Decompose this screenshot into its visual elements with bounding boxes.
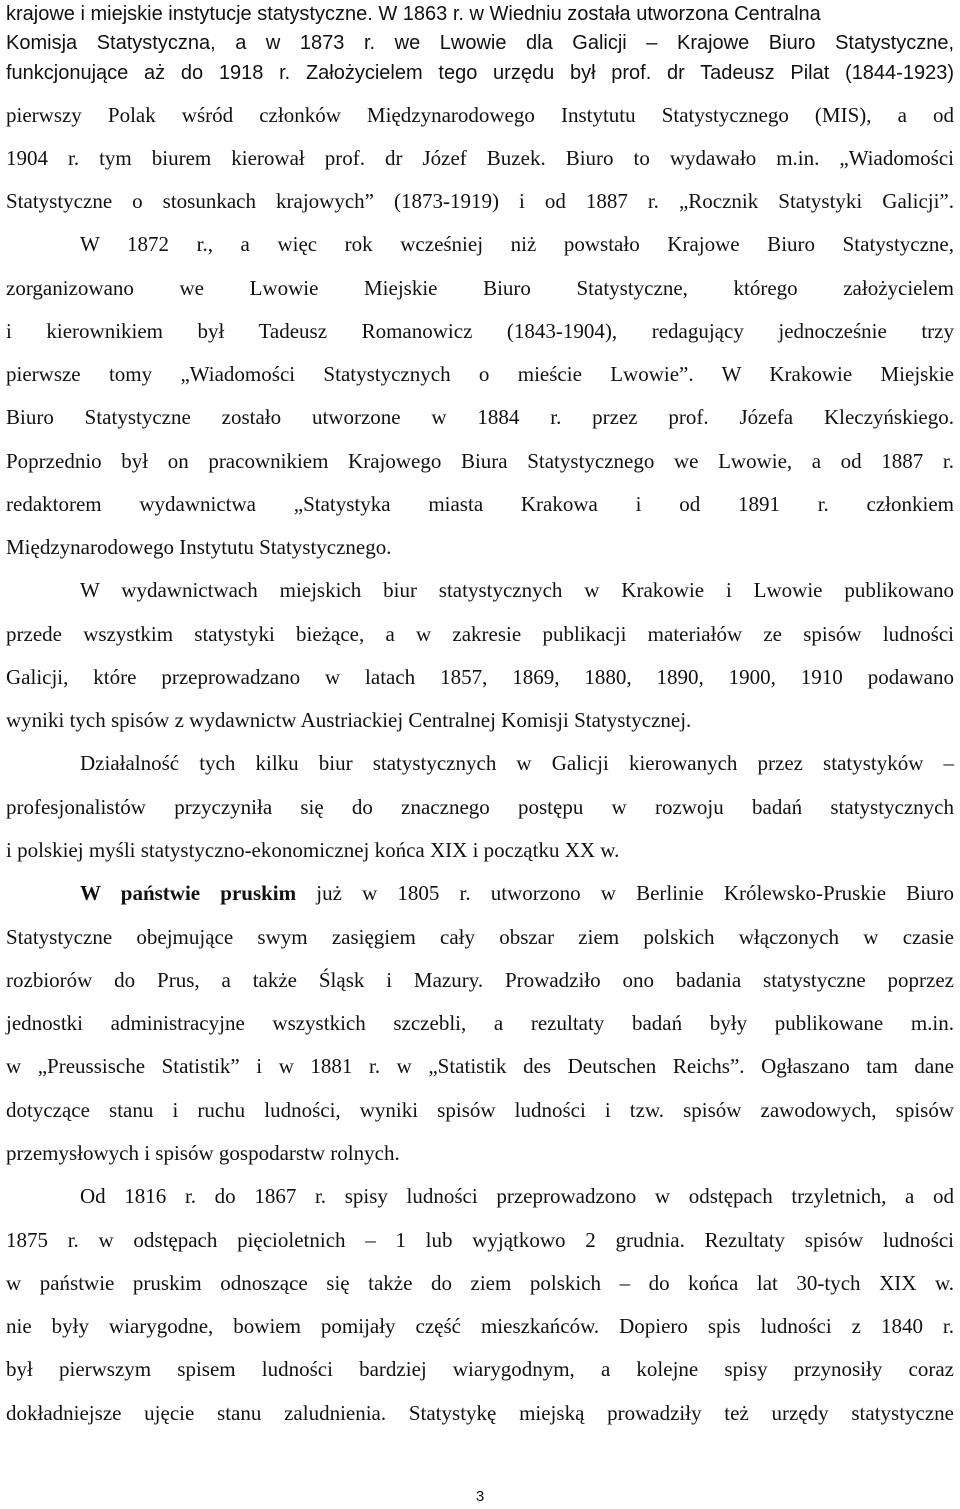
text-segment: już w 1805 r. utworzono w Berlinie Królewsko-Pruskie Biuro	[316, 881, 954, 905]
text-line: w państwie pruskim odnoszące się także do ziem polskich – do końca lat 30-tych XIX w.	[6, 1271, 954, 1295]
text-line: Statystyczne obejmujące swym zasięgiem cały obszar ziem polskich włączonych w czasie	[6, 925, 954, 949]
text-line: Od 1816 r. do 1867 r. spisy ludności przeprowadzono w odstępach trzyletnich, a od	[80, 1184, 954, 1208]
text-line: Galicji, które przeprowadzano w latach 1857, 1869, 1880, 1890, 1900, 1910 podawano	[6, 665, 954, 689]
text-line: rozbiorów do Prus, a także Śląsk i Mazury. Prowadziło ono badania statystyczne poprzez	[6, 968, 954, 992]
text-line: dokładniejsze ujęcie stanu zaludnienia. Statystykę miejską prowadziły też urzędy statystyczne	[6, 1401, 954, 1425]
text-line: 1904 r. tym biurem kierował prof. dr Józef Buzek. Biuro to wydawało m.in. „Wiadomości	[6, 146, 954, 170]
text-line: i polskiej myśli statystyczno-ekonomicznej końca XIX i początku XX w.	[6, 838, 620, 862]
text-line: Międzynarodowego Instytutu Statystycznego.	[6, 535, 392, 559]
text-line: dotyczące stanu i ruchu ludności, wyniki spisów ludności i tzw. spisów zawodowych, spisów	[6, 1098, 954, 1122]
text-line: profesjonalistów przyczyniła się do znacznego postępu w rozwoju badań statystycznych	[6, 795, 954, 819]
text-line: był pierwszym spisem ludności bardziej wiarygodnym, a kolejne spisy przynosiły coraz	[6, 1357, 954, 1381]
text-line: pierwszy Polak wśród członków Międzynarodowego Instytutu Statystycznego (MIS), a od	[6, 103, 954, 127]
page-number: 3	[475, 1488, 485, 1505]
text-line-with-bold-lead	[80, 879, 954, 907]
text-line: w „Preussische Statistik” i w 1881 r. w „Statistik des Deutschen Reichs”. Ogłaszano tam dane	[6, 1054, 954, 1078]
text-line: przemysłowych i spisów gospodarstw rolnych.	[6, 1141, 400, 1165]
text-line: Statystyczne o stosunkach krajowych” (1873-1919) i od 1887 r. „Rocznik Statystyki Galicji”.	[6, 189, 954, 213]
text-line: 1875 r. w odstępach pięcioletnich – 1 lub wyjątkowo 2 grudnia. Rezultaty spisów ludności	[6, 1228, 954, 1252]
text-line: W wydawnictwach miejskich biur statystycznych w Krakowie i Lwowie publikowano	[80, 578, 954, 602]
text-line: Działalność tych kilku biur statystycznych w Galicji kierowanych przez statystyków –	[80, 751, 954, 775]
text-line: zorganizowano we Lwowie Miejskie Biuro Statystyczne, którego założycielem	[6, 276, 954, 300]
text-line: wyniki tych spisów z wydawnictw Austriackiej Centralnej Komisji Statystycznej.	[6, 708, 692, 732]
text-line: Komisja Statystyczna, a w 1873 r. we Lwowie dla Galicji – Krajowe Biuro Statystyczne,	[6, 32, 954, 54]
text-line: Poprzednio był on pracownikiem Krajowego Biura Statystycznego we Lwowie, a od 1887 r.	[6, 449, 954, 473]
bold-lead: W państwie pruskim	[80, 881, 297, 905]
text-line: przede wszystkim statystyki bieżące, a w zakresie publikacji materiałów ze spisów ludności	[6, 622, 954, 646]
text-line: nie były wiarygodne, bowiem pomijały część mieszkańców. Dopiero spis ludności z 1840 r.	[6, 1314, 954, 1338]
text-line: i kierownikiem był Tadeusz Romanowicz (1843-1904), redagujący jednocześnie trzy	[6, 319, 954, 343]
text-line: jednostki administracyjne wszystkich szczebli, a rezultaty badań były publikowane m.in.	[6, 1011, 954, 1035]
text-line: redaktorem wydawnictwa „Statystyka miasta Krakowa i od 1891 r. członkiem	[6, 492, 954, 516]
text-line: pierwsze tomy „Wiadomości Statystycznych o mieście Lwowie”. W Krakowie Miejskie	[6, 362, 954, 386]
text-line: funkcjonujące aż do 1918 r. Założycielem tego urzędu był prof. dr Tadeusz Pilat (1844-1923)	[6, 62, 954, 84]
text-line: krajowe i miejskie instytucje statystyczne. W 1863 r. w Wiedniu została utworzona Centralna	[6, 3, 821, 25]
text-line: Biuro Statystyczne zostało utworzone w 1884 r. przez prof. Józefa Kleczyńskiego.	[6, 405, 954, 429]
text-line: W 1872 r., a więc rok wcześniej niż powstało Krajowe Biuro Statystyczne,	[80, 232, 954, 256]
